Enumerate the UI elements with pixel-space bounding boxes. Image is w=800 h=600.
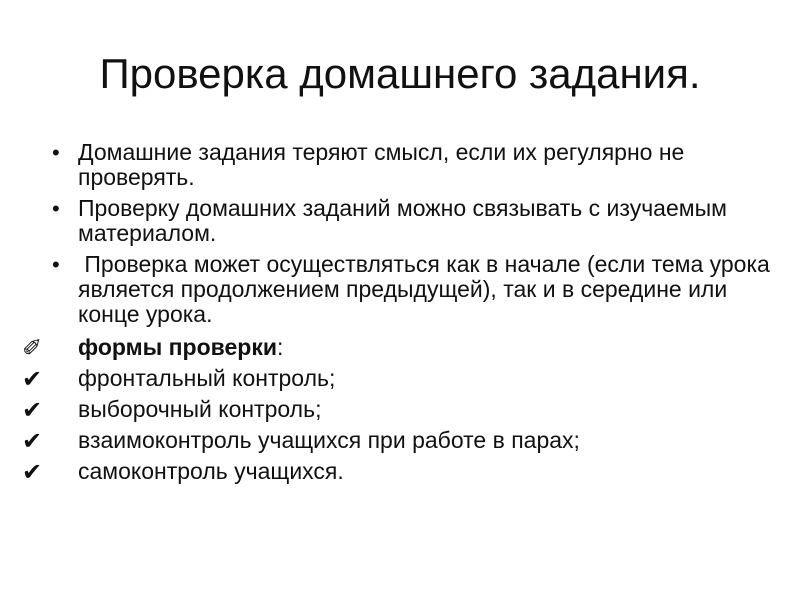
pencil-check-icon: ✐ [22, 334, 43, 362]
bullet-text: Домашние задания теряют смысл, если их регулярно не проверять. [78, 139, 685, 190]
bullet-dot-icon: • [52, 252, 60, 277]
check-item [22, 364, 770, 392]
check-icon: ✔ [22, 458, 43, 486]
check-item [22, 426, 770, 454]
bullet-text: Проверка может осуществляться как в начале (если тема урока является продолжением предыдущей), так и в середине или конце урока. [78, 251, 777, 327]
check-text: самоконтроль учащихся. [78, 458, 344, 484]
check-text: выборочный контроль; [78, 396, 322, 422]
bullet-item [40, 251, 777, 327]
bullet-item [40, 140, 770, 190]
bullet-text: Проверку домашних заданий можно связывать с изучаемым материалом. [78, 195, 727, 246]
slide-title: Проверка домашнего задания. [99, 50, 701, 97]
check-icon: ✔ [22, 427, 43, 455]
check-item [22, 395, 770, 423]
forms-heading [22, 333, 770, 361]
bullet-dot-icon: • [52, 196, 60, 221]
check-icon: ✔ [22, 365, 43, 393]
bullet-list [40, 139, 777, 327]
forms-heading-label: формы проверки [78, 334, 277, 360]
bullet-dot-icon: • [52, 140, 60, 165]
bullet-item [40, 196, 770, 246]
check-text: фронтальный контроль; [78, 365, 336, 391]
check-text: взаимоконтроль учащихся при работе в парах; [78, 427, 580, 453]
check-icon: ✔ [22, 396, 43, 424]
check-list [22, 333, 770, 485]
check-item [22, 457, 770, 485]
forms-heading-suffix: : [276, 334, 284, 360]
slide-content [22, 139, 777, 488]
